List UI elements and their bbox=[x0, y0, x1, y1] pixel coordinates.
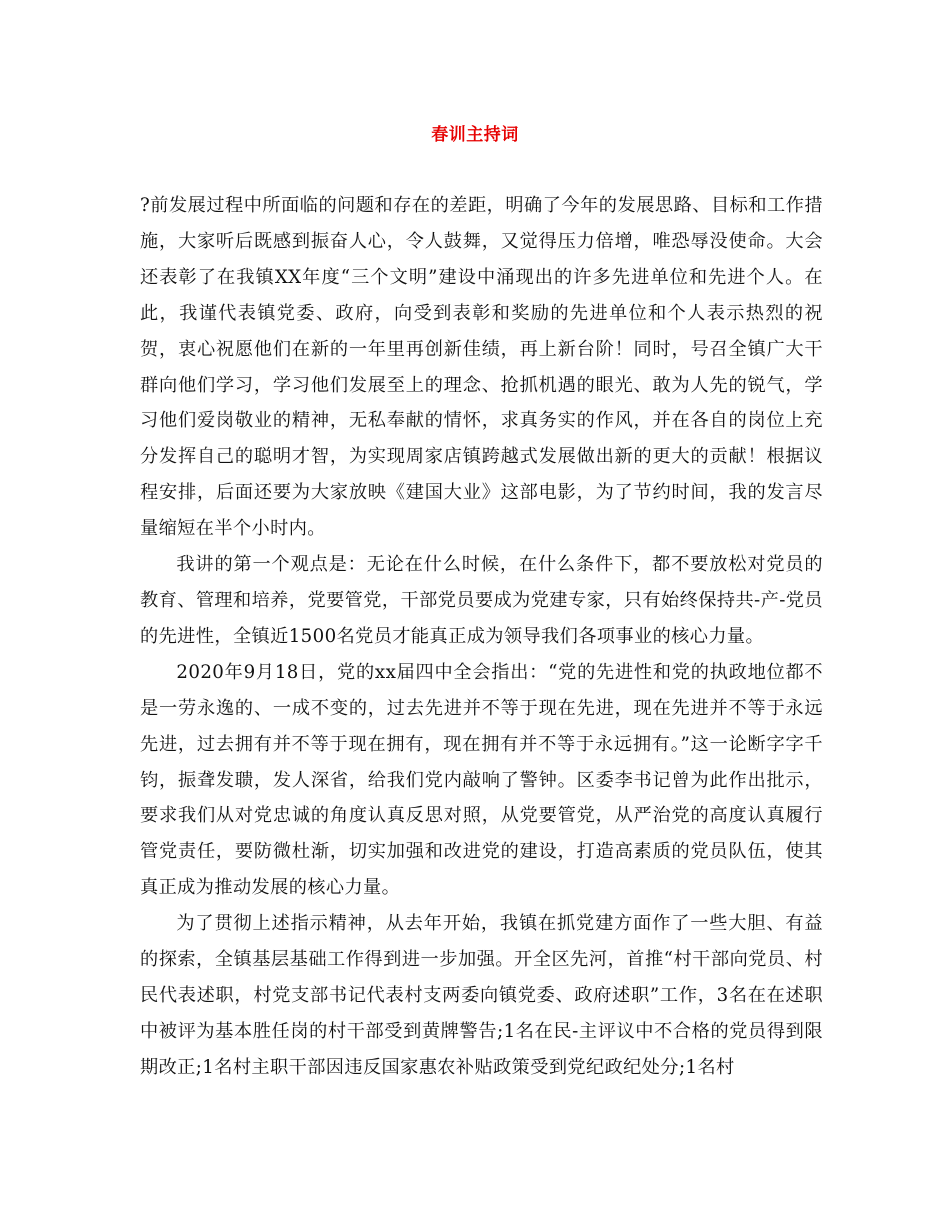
paragraph-3: 2020年9月18日，党的xx届四中全会指出：“党的先进性和党的执政地位都不是一劳永逸的、一成不变的，过去先进并不等于现在先进，现在先进并不等于永远先进，过去拥有并不等于现在拥有，现在拥有并不等于永远拥有。”这一论断字字千钧，振聋发聩，发人深省，给我们党内敲响了警钟。区委李书记曾为此作出批示，要求我们从对党忠诚的角度认真反思对照，从党要管党，从严治党的高度认真履行管党责任，要防微杜渐，切实加强和改进党的建设，打造高素质的党员队伍，使其真正成为推动发展的核心力量。 bbox=[140, 661, 823, 899]
document-title: 春训主持词 bbox=[431, 125, 519, 145]
document-body bbox=[140, 188, 823, 1086]
paragraph-2: 我讲的第一个观点是：无论在什么时候，在什么条件下，都不要放松对党员的教育、管理和培养，党要管党，干部党员要成为党建专家，只有始终保持共-产-党员的先进性，全镇近1500名党员才能真正成为领导我们各项事业的核心力量。 bbox=[140, 554, 823, 647]
paragraph-1: ?前发展过程中所面临的问题和存在的差距，明确了今年的发展思路、目标和工作措施，大家听后既感到振奋人心，令人鼓舞，又觉得压力倍增，唯恐辱没使命。大会还表彰了在我镇XX年度“三个文明”建设中涌现出的许多先进单位和先进个人。在此，我谨代表镇党委、政府，向受到表彰和奖励的先进单位和个人表示热烈的祝贺，衷心祝愿他们在新的一年里再创新佳绩，再上新台阶！同时，号召全镇广大干群向他们学习，学习他们发展至上的理念、抢抓机遇的眼光、敢为人先的锐气，学习他们爱岗敬业的精神，无私奉献的情怀，求真务实的作风，并在各自的岗位上充分发挥自己的聪明才智，为实现周家店镇跨越式发展做出新的更大的贡献！根据议程安排，后面还要为大家放映《建国大业》这部电影，为了节约时间，我的发言尽量缩短在半个小时内。 bbox=[140, 195, 823, 540]
paragraph-4: 为了贯彻上述指示精神，从去年开始，我镇在抓党建方面作了一些大胆、有益的探索，全镇基层基础工作得到进一步加强。开全区先河，首推“村干部向党员、村民代表述职，村党支部书记代表村支两委向镇党委、政府述职”工作，3名在在述职中被评为基本胜任岗的村干部受到黄牌警告;1名在民-主评议中不合格的党员得到限期改正;1名村主职干部因违反国家惠农补贴政策受到党纪政纪处分;1名村 bbox=[140, 913, 823, 1078]
